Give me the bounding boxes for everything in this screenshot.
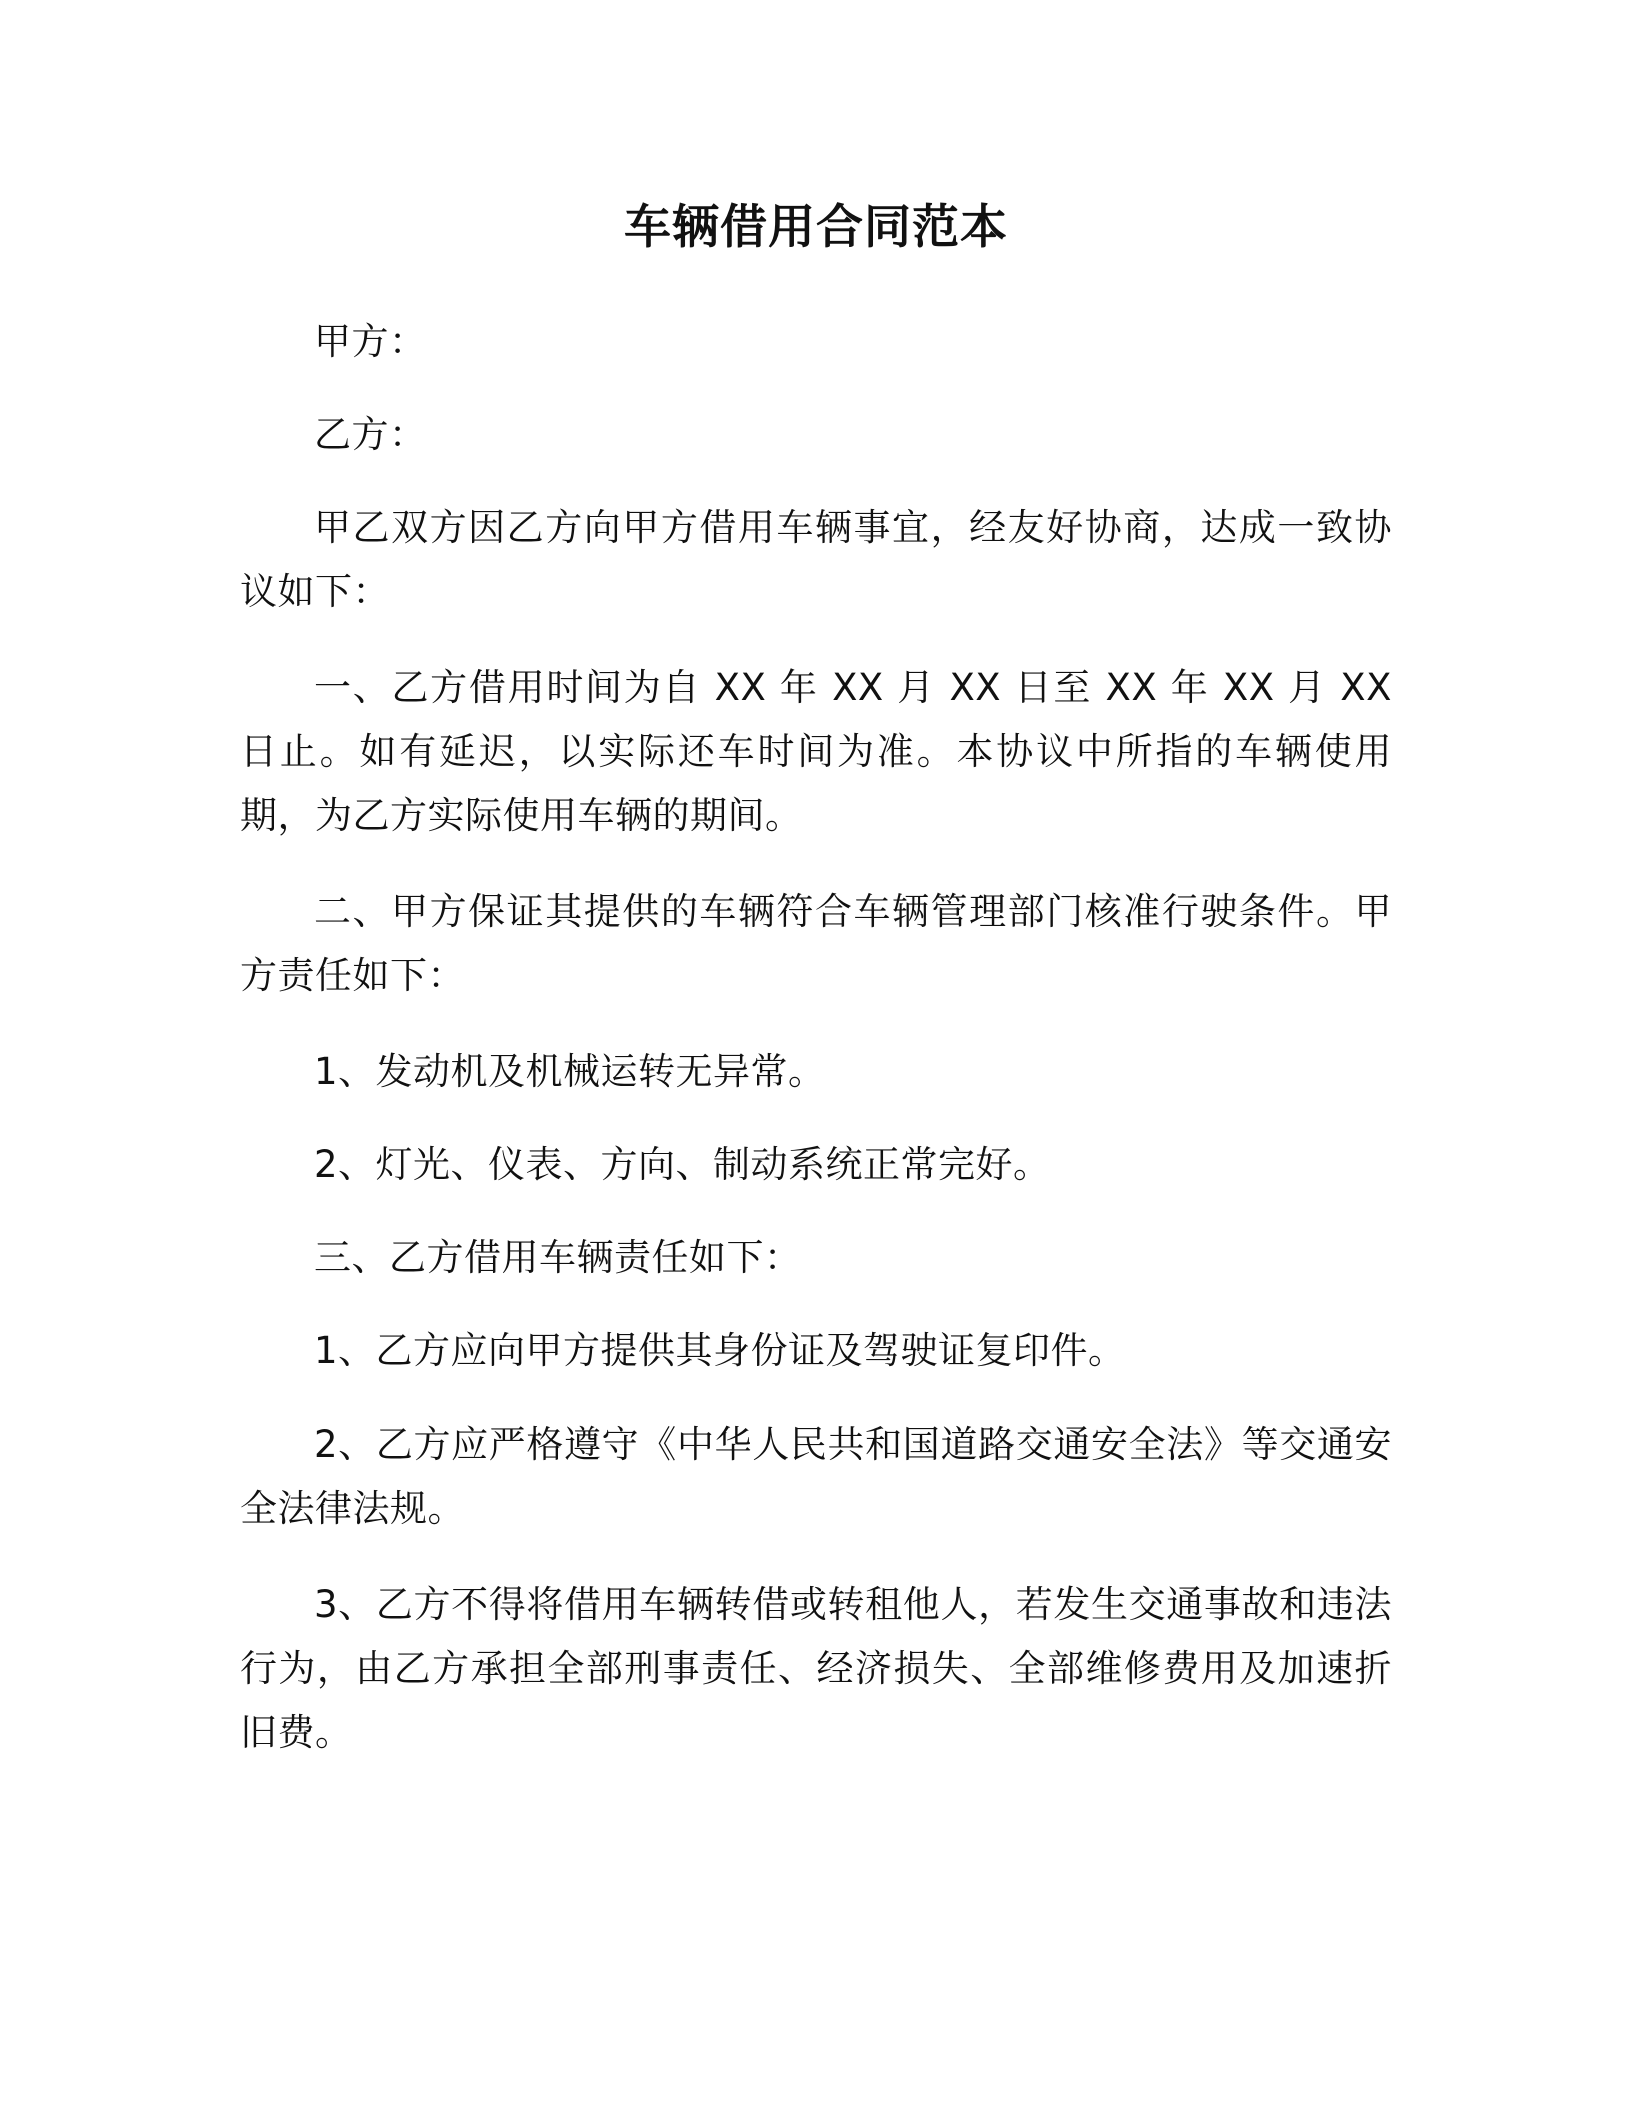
clause-2-item-1: 1、发动机及机械运转无异常。: [314, 1050, 826, 1093]
clause-3-paragraph: 三、乙方借用车辆责任如下：: [314, 1236, 802, 1279]
clause-1-paragraph: 一、乙方借用时间为自 XX 年 XX 月 XX 日至 XX 年 XX 月 XX 日止。如有延迟，以实际还车时间为准。本协议中所指的车辆使用期，为乙方实际使用车辆的期间。: [240, 666, 1392, 837]
clause-2-paragraph: 二、甲方保证其提供的车辆符合车辆管理部门核准行驶条件。甲方责任如下：: [240, 890, 1392, 997]
clause-3-item-2: 2、乙方应严格遵守《中华人民共和国道路交通安全法》等交通安全法律法规。: [240, 1423, 1392, 1530]
clause-2-item-2: 2、灯光、仪表、方向、制动系统正常完好。: [314, 1143, 1051, 1186]
clause-3-item-1: 1、乙方应向甲方提供其身份证及驾驶证复印件。: [314, 1329, 1126, 1372]
clause-3-item-3: 3、乙方不得将借用车辆转借或转租他人，若发生交通事故和违法行为，由乙方承担全部刑事责任、经济损失、全部维修费用及加速折旧费。: [240, 1583, 1392, 1754]
party-a-line: 甲方：: [314, 320, 427, 363]
party-b-line: 乙方：: [314, 413, 427, 456]
document-title: 车辆借用合同范本: [624, 200, 1008, 255]
intro-paragraph: 甲乙双方因乙方向甲方借用车辆事宜，经友好协商，达成一致协议如下：: [240, 506, 1392, 613]
